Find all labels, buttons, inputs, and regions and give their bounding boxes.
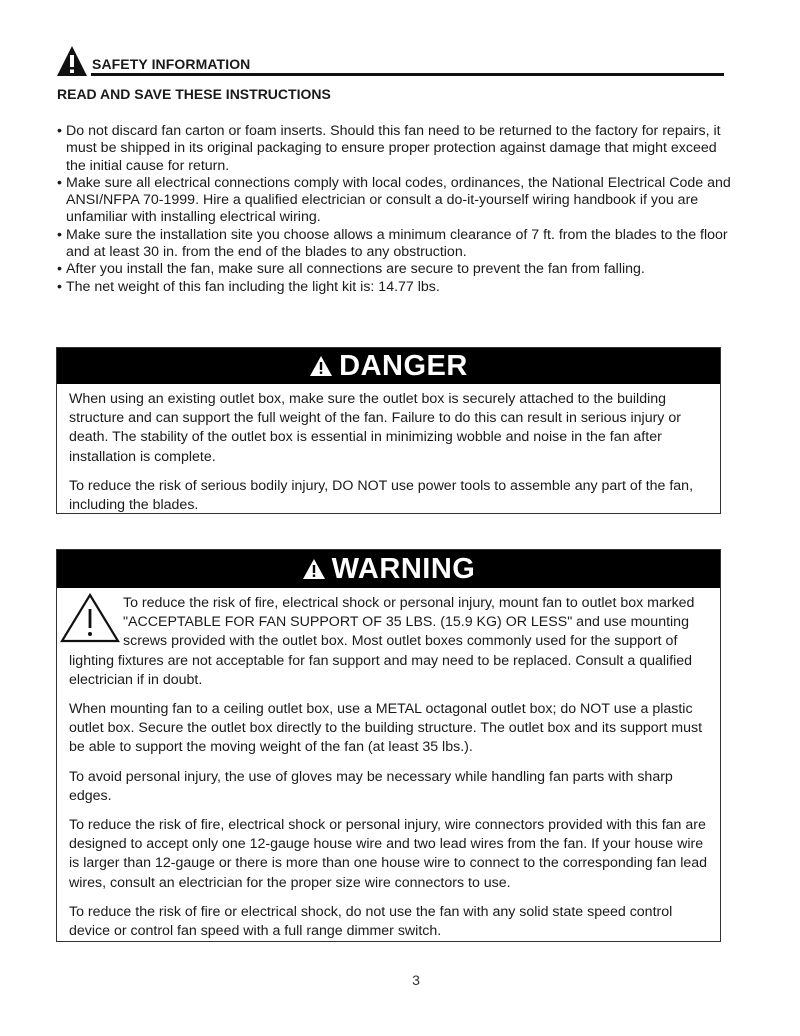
warning-paragraph: When mounting fan to a ceiling outlet box, use a METAL octagonal outlet box; do NOT use a plastic outlet box. Secure the outlet box directly to the building structure. The outlet box and its support must be able to support the moving weight of the fan (at least 35 lbs.). xyxy=(69,701,703,756)
warning-title: WARNING xyxy=(331,552,476,585)
warning-paragraph: To reduce the risk of fire, electrical shock or personal injury, wire connectors provided with this fan are designed to accept only one 12-gauge house wire and two lead wires from the fan. If your house wire is larger than 12-gauge or there is more than one house wire to connect to the corresponding fan lead wires, consult an electrician for the proper size wire connectors to use. xyxy=(69,817,708,891)
warning-body xyxy=(57,588,720,941)
danger-header xyxy=(57,348,720,384)
section-title: SAFETY INFORMATION xyxy=(92,56,251,72)
list-item: • Do not discard fan carton or foam inserts. Should this fan need to be returned to the factory for repairs, it must be shipped in its original packaging to ensure proper protection against damage that might exceed the initial cause for return. xyxy=(57,123,721,174)
warning-triangle-icon xyxy=(56,45,88,77)
danger-title: DANGER xyxy=(339,349,468,382)
danger-paragraph: To reduce the risk of serious bodily injury, DO NOT use power tools to assemble any part of the fan, including the blades. xyxy=(69,477,694,514)
list-item: • The net weight of this fan including the light kit is: 14.77 lbs. xyxy=(57,278,440,295)
page-number: 3 xyxy=(412,972,420,988)
warning-outline-triangle-icon xyxy=(59,592,121,644)
safety-bullet-list xyxy=(57,123,737,296)
danger-box xyxy=(56,347,721,514)
warning-box xyxy=(56,549,721,942)
warning-header xyxy=(57,550,720,588)
warning-paragraph: To avoid personal injury, the use of gloves may be necessary while handling fan parts with sharp edges. xyxy=(69,768,673,804)
warning-triangle-icon xyxy=(309,355,333,377)
danger-body xyxy=(57,384,720,515)
warning-triangle-icon xyxy=(302,558,326,580)
danger-paragraph: When using an existing outlet box, make sure the outlet box is securely attached to the building structure and can support the full weight of the fan. Failure to do this can result in serious injury or death. The stability of the outlet box is essential in minimizing wobble and noise in the fan after installation is complete. xyxy=(69,391,681,465)
warning-paragraph: To reduce the risk of fire, electrical shock or personal injury, mount fan to outlet box marked "ACCEPTABLE FOR FAN SUPPORT OF 35 LBS. (15.9 KG) OR LESS" and use mounting screws provided with the outlet box. Most outlet boxes commonly used for the support of lighting fixtures are not acceptable for fan support and may need to be replaced. Consult a qualified electrician if in doubt. xyxy=(69,594,708,690)
list-item: • Make sure the installation site you choose allows a minimum clearance of 7 ft. from the blades to the floor and at least 30 in. from the end of the blades to any obstruction. xyxy=(57,226,728,261)
section-divider xyxy=(91,73,724,76)
warning-paragraph: To reduce the risk of fire or electrical shock, do not use the fan with any solid state speed control device or control fan speed with a full range dimmer switch. xyxy=(69,903,673,940)
list-item: • Make sure all electrical connections comply with local codes, ordinances, the National Electrical Code and ANSI/NFPA 70-1999. Hire a qualified electrician or consult a do-it-yourself wiring handbook if you are unfamiliar with installing electrical wiring. xyxy=(57,174,731,226)
instructions-subtitle: READ AND SAVE THESE INSTRUCTIONS xyxy=(57,86,331,102)
list-item: • After you install the fan, make sure all connections are secure to prevent the fan from falling. xyxy=(57,261,645,278)
